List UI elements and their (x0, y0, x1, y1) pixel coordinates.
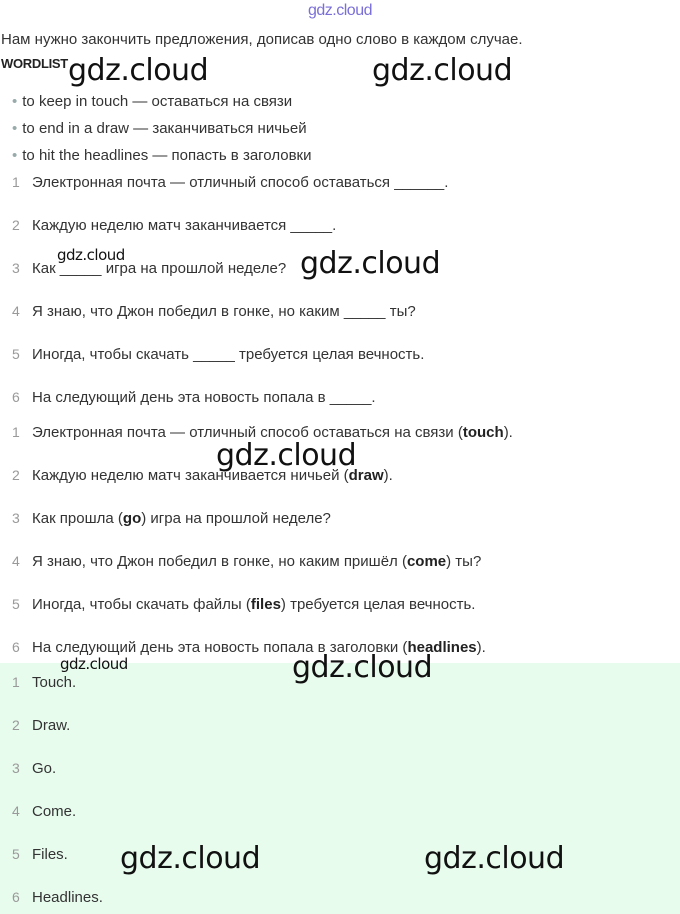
blank-sentence: 6 На следующий день эта новость попала в _____. (12, 389, 376, 406)
wordlist-label: WORDLIST (1, 56, 68, 71)
watermark: gdz.cloud (216, 438, 357, 473)
answer-row: 6 Headlines. (12, 889, 103, 906)
filled-sentence: 1 Электронная почта — отличный способ оставаться на связи (touch). (12, 424, 513, 441)
header-watermark: gdz.cloud (308, 2, 372, 19)
wordlist-item: • to keep in touch — оставаться на связи (12, 93, 293, 110)
blank-sentence: 3 Как _____ игра на прошлой неделе? (12, 260, 287, 277)
blank-sentence: 5 Иногда, чтобы скачать _____ требуется целая вечность. (12, 346, 425, 363)
bullet-icon: • (12, 147, 18, 164)
filled-sentence: 4 Я знаю, что Джон победил в гонке, но каким пришёл (come) ты? (12, 553, 482, 570)
answer-row: 1 Touch. (12, 674, 77, 691)
wordlist-item: • to end in a draw — заканчиваться ничьей (12, 120, 307, 137)
filled-sentence: 3 Как прошла (go) игра на прошлой неделе? (12, 510, 331, 527)
watermark: gdz.cloud (68, 53, 209, 88)
answer-row: 5 Files. (12, 846, 68, 863)
answer-row: 4 Come. (12, 803, 77, 820)
watermark: gdz.cloud (424, 841, 565, 876)
filled-sentence: 6 На следующий день эта новость попала в заголовки (headlines). (12, 639, 486, 656)
watermark: gdz.cloud (300, 246, 441, 281)
answer-row: 2 Draw. (12, 717, 71, 734)
task-intro: Нам нужно закончить предложения, дописав одно слово в каждом случае. (1, 31, 523, 48)
wordlist-item: • to hit the headlines — попасть в заголовки (12, 147, 312, 164)
blank-sentence: 2 Каждую неделю матч заканчивается _____. (12, 217, 337, 234)
bullet-icon: • (12, 93, 18, 110)
filled-sentence: 5 Иногда, чтобы скачать файлы (files) требуется целая вечность. (12, 596, 476, 613)
blank-sentence: 4 Я знаю, что Джон победил в гонке, но каким _____ ты? (12, 303, 416, 320)
answers-panel (0, 663, 680, 914)
bullet-icon: • (12, 120, 18, 137)
watermark: gdz.cloud (372, 53, 513, 88)
blank-sentence: 1 Электронная почта — отличный способ оставаться ______. (12, 174, 449, 191)
watermark: gdz.cloud (60, 655, 128, 673)
answer-row: 3 Go. (12, 760, 57, 777)
watermark: gdz.cloud (292, 650, 433, 685)
filled-sentence: 2 Каждую неделю матч заканчивается ничьей (draw). (12, 467, 393, 484)
watermark: gdz.cloud (120, 841, 261, 876)
watermark: gdz.cloud (57, 246, 125, 264)
